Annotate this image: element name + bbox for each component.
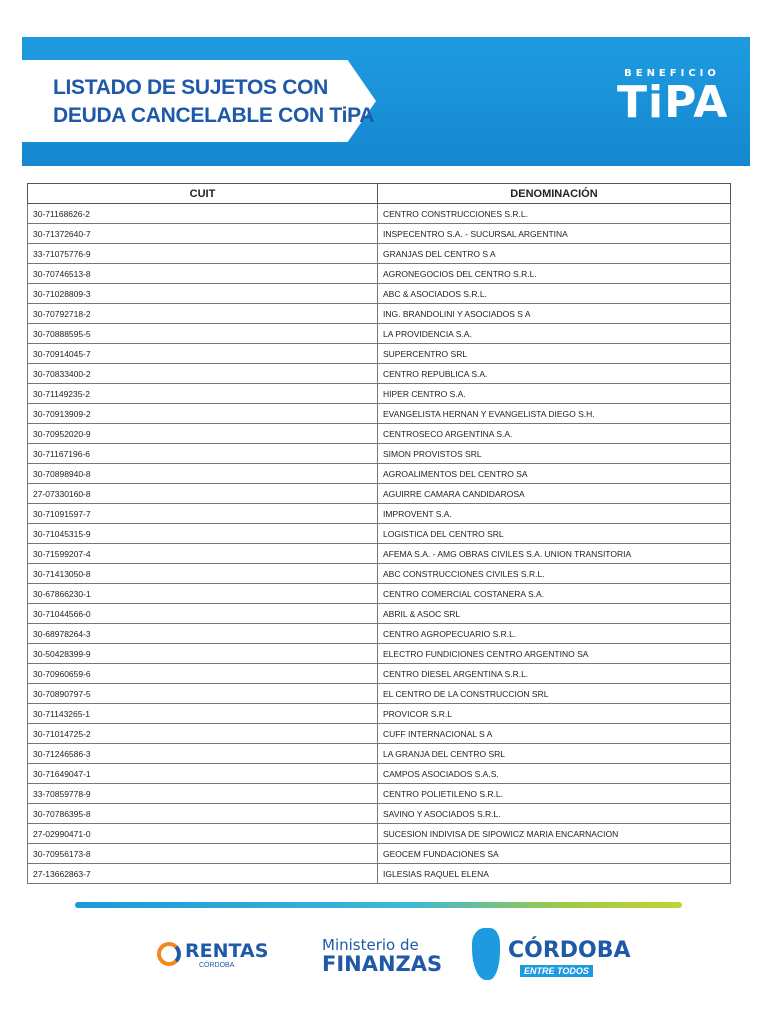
table-row xyxy=(28,524,731,544)
denominacion-cell: EVANGELISTA HERNAN Y EVANGELISTA DIEGO S.H. xyxy=(378,404,731,424)
ministerio-line-1: Ministerio de xyxy=(322,936,419,954)
table-row xyxy=(28,464,731,484)
tipa-logo-big: TiPA xyxy=(617,77,729,128)
cuit-cell: 30-71044566-0 xyxy=(28,604,378,624)
cuit-cell: 30-71372640-7 xyxy=(28,224,378,244)
cuit-cell: 30-67866230-1 xyxy=(28,584,378,604)
denominacion-cell: CENTRO POLIETILENO S.R.L. xyxy=(378,784,731,804)
denominacion-cell: IGLESIAS RAQUEL ELENA xyxy=(378,864,731,884)
ministerio-line-2: FINANZAS xyxy=(322,952,443,976)
cuit-cell: 27-02990471-0 xyxy=(28,824,378,844)
tipa-logo xyxy=(617,68,729,128)
denominacion-cell: CUFF INTERNACIONAL S A xyxy=(378,724,731,744)
cuit-cell: 30-68978264-3 xyxy=(28,624,378,644)
table-row xyxy=(28,604,731,624)
cuit-cell: 30-70890797-5 xyxy=(28,684,378,704)
subjects-table xyxy=(27,183,731,884)
footer-logos xyxy=(0,924,768,984)
denominacion-cell: ELECTRO FUNDICIONES CENTRO ARGENTINO SA xyxy=(378,644,731,664)
denominacion-cell: EL CENTRO DE LA CONSTRUCCION SRL xyxy=(378,684,731,704)
cuit-cell: 30-71599207-4 xyxy=(28,544,378,564)
denominacion-cell: AGRONEGOCIOS DEL CENTRO S.R.L. xyxy=(378,264,731,284)
table-row xyxy=(28,724,731,744)
cuit-cell: 30-71014725-2 xyxy=(28,724,378,744)
page-title-line-1: LISTADO DE SUJETOS CON xyxy=(53,76,328,99)
denominacion-cell: AGUIRRE CAMARA CANDIDAROSA xyxy=(378,484,731,504)
cuit-cell: 30-50428399-9 xyxy=(28,644,378,664)
cuit-cell: 30-71246586-3 xyxy=(28,744,378,764)
denominacion-cell: CENTRO REPUBLICA S.A. xyxy=(378,364,731,384)
denominacion-cell: INSPECENTRO S.A. - SUCURSAL ARGENTINA xyxy=(378,224,731,244)
cuit-cell: 30-71167196-6 xyxy=(28,444,378,464)
denominacion-cell: GEOCEM FUNDACIONES SA xyxy=(378,844,731,864)
cuit-cell: 30-70746513-8 xyxy=(28,264,378,284)
table-row xyxy=(28,224,731,244)
denominacion-cell: CENTRO DIESEL ARGENTINA S.R.L. xyxy=(378,664,731,684)
table-row xyxy=(28,764,731,784)
denominacion-cell: CENTRO AGROPECUARIO S.R.L. xyxy=(378,624,731,644)
table-row xyxy=(28,804,731,824)
denominacion-cell: HIPER CENTRO S.A. xyxy=(378,384,731,404)
denominacion-cell: AGROALIMENTOS DEL CENTRO SA xyxy=(378,464,731,484)
table-row xyxy=(28,544,731,564)
denominacion-cell: LOGISTICA DEL CENTRO SRL xyxy=(378,524,731,544)
denominacion-cell: LA GRANJA DEL CENTRO SRL xyxy=(378,744,731,764)
table-row xyxy=(28,424,731,444)
column-header-cuit: CUIT xyxy=(28,184,378,204)
table-row xyxy=(28,784,731,804)
cuit-cell: 30-70898940-8 xyxy=(28,464,378,484)
title-box xyxy=(22,60,376,142)
table-row xyxy=(28,384,731,404)
table-row xyxy=(28,344,731,364)
denominacion-cell: GRANJAS DEL CENTRO S A xyxy=(378,244,731,264)
denominacion-cell: ING. BRANDOLINI Y ASOCIADOS S A xyxy=(378,304,731,324)
cuit-cell: 30-70956173-8 xyxy=(28,844,378,864)
cuit-cell: 30-70914045-7 xyxy=(28,344,378,364)
table-row xyxy=(28,244,731,264)
cuit-cell: 30-70786395-8 xyxy=(28,804,378,824)
denominacion-cell: SUCESION INDIVISA DE SIPOWICZ MARIA ENCARNACION xyxy=(378,824,731,844)
cuit-cell: 30-70952020-9 xyxy=(28,424,378,444)
table-row xyxy=(28,204,731,224)
table-row xyxy=(28,304,731,324)
table-row xyxy=(28,404,731,424)
denominacion-cell: SIMON PROVISTOS SRL xyxy=(378,444,731,464)
denominacion-cell: ABRIL & ASOC SRL xyxy=(378,604,731,624)
cuit-cell: 30-71168626-2 xyxy=(28,204,378,224)
denominacion-cell: CENTRO COMERCIAL COSTANERA S.A. xyxy=(378,584,731,604)
denominacion-cell: CENTROSECO ARGENTINA S.A. xyxy=(378,424,731,444)
table-row xyxy=(28,824,731,844)
cuit-cell: 33-70859778-9 xyxy=(28,784,378,804)
denominacion-cell: ABC & ASOCIADOS S.R.L. xyxy=(378,284,731,304)
table-row xyxy=(28,844,731,864)
rentas-wordmark: RENTAS xyxy=(185,940,269,962)
table-row xyxy=(28,644,731,664)
cuit-cell: 30-70792718-2 xyxy=(28,304,378,324)
cuit-cell: 30-71028809-3 xyxy=(28,284,378,304)
table-row xyxy=(28,684,731,704)
ministerio-logo xyxy=(322,936,442,976)
denominacion-cell: PROVICOR S.R.L xyxy=(378,704,731,724)
denominacion-cell: CENTRO CONSTRUCCIONES S.R.L. xyxy=(378,204,731,224)
denominacion-cell: IMPROVENT S.A. xyxy=(378,504,731,524)
cuit-cell: 30-71143265-1 xyxy=(28,704,378,724)
cuit-cell: 30-71649047-1 xyxy=(28,764,378,784)
cuit-cell: 30-71091597-7 xyxy=(28,504,378,524)
cuit-cell: 30-70888595-5 xyxy=(28,324,378,344)
table-row xyxy=(28,564,731,584)
denominacion-cell: CAMPOS ASOCIADOS S.A.S. xyxy=(378,764,731,784)
table-row xyxy=(28,864,731,884)
cordoba-map-icon xyxy=(472,928,500,980)
page-title-line-2: DEUDA CANCELABLE CON TiPA xyxy=(53,104,375,127)
table-row xyxy=(28,704,731,724)
cuit-cell: 27-13662863-7 xyxy=(28,864,378,884)
table-row xyxy=(28,484,731,504)
cuit-cell: 30-70960659-6 xyxy=(28,664,378,684)
denominacion-cell: SUPERCENTRO SRL xyxy=(378,344,731,364)
cuit-cell: 33-71075776-9 xyxy=(28,244,378,264)
cuit-cell: 30-71045315-9 xyxy=(28,524,378,544)
denominacion-cell: SAVINO Y ASOCIADOS S.R.L. xyxy=(378,804,731,824)
table-row xyxy=(28,364,731,384)
cuit-cell: 30-70913909-2 xyxy=(28,404,378,424)
tipa-logo-small: BENEFICIO xyxy=(624,68,720,79)
table-row xyxy=(28,504,731,524)
table-row xyxy=(28,284,731,304)
table-header-row xyxy=(28,184,731,204)
denominacion-cell: ABC CONSTRUCCIONES CIVILES S.R.L. xyxy=(378,564,731,584)
column-header-denominacion: DENOMINACIÓN xyxy=(378,184,731,204)
table-row xyxy=(28,744,731,764)
cuit-cell: 27-07330160-8 xyxy=(28,484,378,504)
rentas-subtext: CÓRDOBA xyxy=(199,962,235,969)
table-row xyxy=(28,664,731,684)
rentas-ring-icon xyxy=(157,942,181,966)
denominacion-cell: AFEMA S.A. - AMG OBRAS CIVILES S.A. UNION TRANSITORIA xyxy=(378,544,731,564)
table-row xyxy=(28,624,731,644)
table-row xyxy=(28,324,731,344)
cordoba-slogan: ENTRE TODOS xyxy=(520,965,593,977)
table-row xyxy=(28,264,731,284)
table-row xyxy=(28,584,731,604)
cuit-cell: 30-71413050-8 xyxy=(28,564,378,584)
table-row xyxy=(28,444,731,464)
cuit-cell: 30-70833400-2 xyxy=(28,364,378,384)
footer-stripe xyxy=(75,902,682,908)
cuit-cell: 30-71149235-2 xyxy=(28,384,378,404)
cordoba-wordmark: CÓRDOBA xyxy=(508,938,631,963)
denominacion-cell: LA PROVIDENCIA S.A. xyxy=(378,324,731,344)
